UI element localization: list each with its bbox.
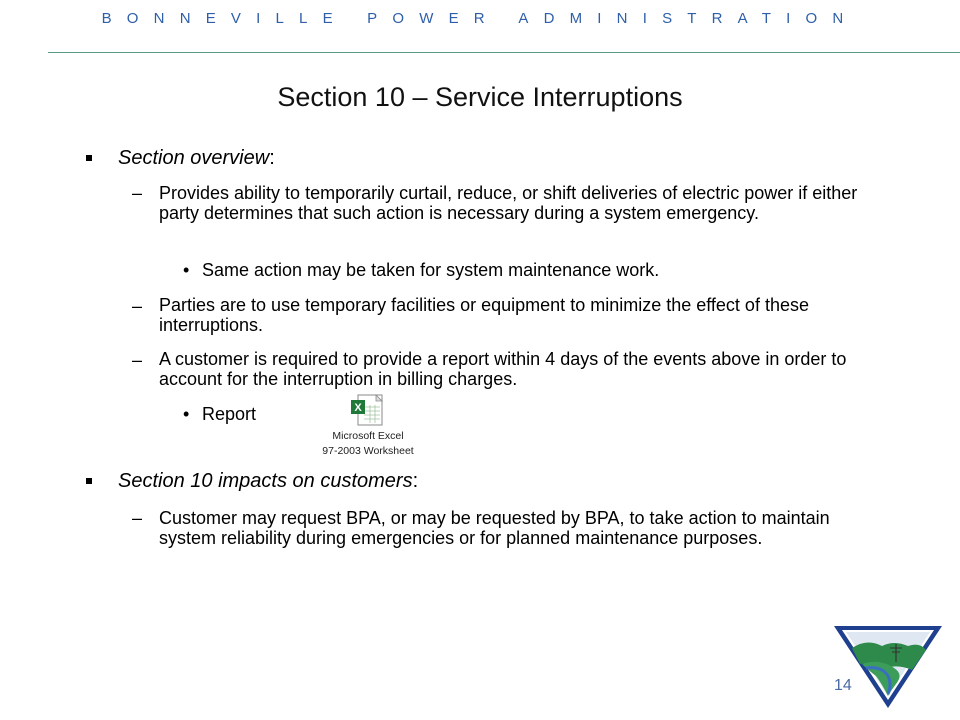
square-bullet-icon (86, 478, 92, 484)
overview-heading: Section overview: (118, 147, 275, 169)
impacts-heading: Section 10 impacts on customers: (118, 470, 419, 492)
excel-caption-line2: 97-2003 Worksheet (322, 445, 414, 457)
dash-bullet: – (132, 296, 143, 316)
dash-bullet: – (132, 350, 143, 370)
slide-title: Section 10 – Service Interruptions (277, 82, 683, 112)
dot-bullet: • (183, 260, 190, 280)
excel-worksheet-icon (348, 393, 386, 427)
header-org-name: BONNEVILLE POWER ADMINISTRATION (101, 10, 859, 27)
bpa-logo-icon (832, 624, 944, 710)
embedded-excel-object[interactable] (314, 393, 422, 463)
header-divider (48, 52, 960, 53)
overview-item-3-sub: Report (202, 404, 257, 424)
excel-caption-line1: Microsoft Excel (332, 430, 404, 442)
overview-item-1: Provides ability to temporarily curtail, reduce, or shift deliveries of electric power if either party determines that such action is necessary during a system emergency. (159, 183, 858, 223)
overview-item-2: Parties are to use temporary facilities or equipment to minimize the effect of these interruptions. (159, 295, 809, 335)
dot-bullet: • (183, 404, 190, 424)
impacts-item-1: Customer may request BPA, or may be requested by BPA, to take action to maintain system reliability during emergencies or for planned maintenance purposes. (159, 508, 830, 548)
overview-item-3: A customer is required to provide a report within 4 days of the events above in order to account for the interruption in billing charges. (159, 349, 847, 389)
svg-text:X: X (354, 402, 362, 414)
page-number: 14 (834, 677, 852, 694)
dash-bullet: – (132, 183, 143, 203)
square-bullet-icon (86, 155, 92, 161)
overview-item-1-sub: Same action may be taken for system maintenance work. (202, 260, 660, 280)
dash-bullet: – (132, 508, 143, 528)
